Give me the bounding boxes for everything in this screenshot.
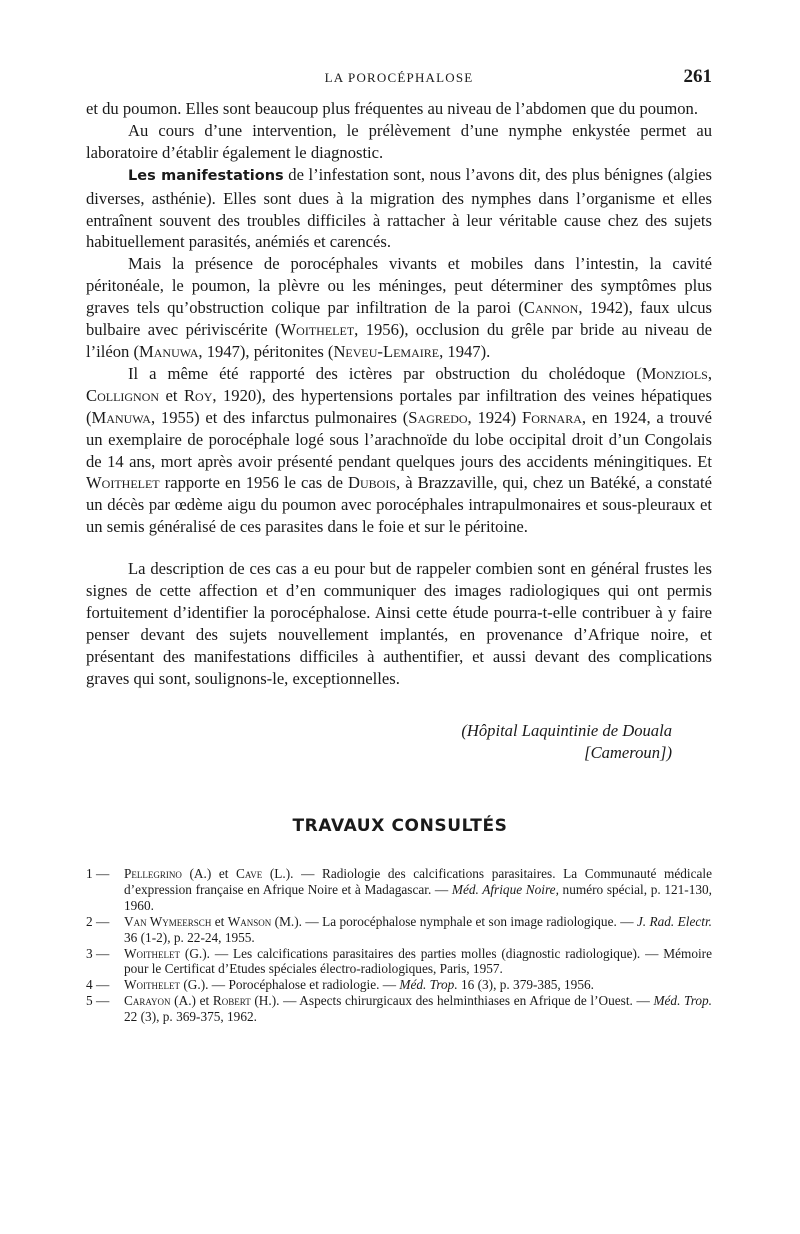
p4-author: Manuwa (139, 341, 199, 361)
reference-journal: Méd. Trop. (399, 977, 458, 993)
reference-author-initials: (H.). — (250, 993, 300, 1009)
reference-title: Radiologie des calcifications parasitaires. La Communauté médicale d’expression française en Afrique Noire et à Madagascar. — (124, 866, 712, 897)
reference-author: Cave (236, 866, 263, 881)
reference-number: 1 — (86, 866, 110, 881)
reference-author: Van Wymeersch (124, 913, 212, 929)
reference-author-initials: (M.). — (271, 913, 323, 929)
p4-author: Neveu-Lemaire (333, 341, 440, 361)
p4-text: , 1947), péritonites ( (198, 341, 334, 361)
reference-title: La porocéphalose nymphale et son image radiologique. — (322, 913, 637, 929)
affiliation-line-1: (Hôpital Laquintinie de Douala (461, 721, 672, 740)
reference-author-initials: (A.) et (181, 866, 237, 881)
reference-author: Woithelet (124, 977, 181, 993)
paragraph-3 (86, 164, 712, 254)
reference-author: Carayon (124, 993, 171, 1009)
p4-text: , 1956), occlusion du grêle par bride au niveau de l’iléon ( (86, 320, 712, 361)
p5-author: Roy (183, 385, 213, 405)
p5-text: , à Brazzaville, qui, chez un Batéké, a constaté un décès par œdème aigu du poumon avec porocéphales intrapulmonaires et sous-pleuraux et un semis généralisé de ces parasites dans le foie et sur le péritoine. (86, 473, 713, 537)
reference-journal: Méd. Trop. (653, 993, 712, 1009)
p5-text: Il a même été rapporté des ictères par obstruction du cholédoque ( (128, 363, 642, 383)
p5-author: Woithelet (86, 473, 160, 493)
reference-item (86, 977, 712, 993)
body-text (86, 98, 712, 690)
reference-number: 3 — (86, 945, 110, 961)
reference-details: numéro spécial, p. 121-130, 1960. (124, 881, 712, 913)
paragraph-1: et du poumon. Elles sont beaucoup plus fréquentes au niveau de l’abdomen que du poumon. (86, 99, 698, 118)
references-heading: TRAVAUX CONSULTÉS (292, 816, 508, 836)
p5-text: , (707, 363, 712, 383)
p5-text: , 1920), des hypertensions portales par infiltration des veines hépatiques ( (86, 385, 712, 427)
p5-author: Dubois (348, 473, 397, 493)
reference-author-initials: (G.). — (180, 977, 229, 993)
reference-author-initials: (A.) et (170, 993, 213, 1009)
reference-author-initials: (G.). — (180, 945, 234, 961)
reference-author-initials: (L.). — (262, 866, 322, 881)
paragraph-gap (86, 538, 712, 558)
reference-number: 4 — (86, 977, 110, 993)
reference-details: 16 (3), p. 379-385, 1956. (457, 977, 594, 993)
p5-text: , 1955) et des infarctus pulmonaires ( (150, 407, 409, 427)
reference-journal: J. Rad. Electr. (636, 913, 712, 929)
reference-item (86, 914, 712, 946)
p5-text: , en 1924, a trouvé un exemplaire de porocéphale logé sous l’arachnoïde du lobe occipital droit d’un Congolais de 14 ans, mort après avoir présenté pendant quelques jours des accidents méningitiques. Et (86, 407, 712, 471)
p5-text: , 1924) (467, 407, 522, 427)
reference-author: Wanson (227, 913, 272, 929)
paragraph-3-lead: Les manifestations (128, 167, 284, 184)
p5-author: Sagredo (408, 407, 468, 427)
paragraph-5 (86, 363, 712, 538)
reference-author: Woithelet (124, 945, 181, 961)
reference-title: Aspects chirurgicaux des helminthiases en Afrique de l’Ouest. — (299, 993, 654, 1009)
p4-author: Cannon (523, 298, 579, 318)
paragraph-6: La description de ces cas a eu pour but de rappeler combien sont en général frustes les signes de cette affection et d’en communiquer des images radiologiques qui ont permis fortuitement d’identifier la porocéphalose. Ainsi cette étude pourra-t-elle contribuer à y faire penser devant des sujets nouvellement implantés, en provenance d’Afrique noire, et présentant des manifestations difficiles à authentifier, et aussi devant des complications graves qui sont, soulignons-le, exceptionnelles. (86, 559, 712, 688)
p5-author: Manuwa (91, 407, 151, 427)
reference-number: 5 — (86, 993, 110, 1009)
p4-text: , 1942), faux ulcus bulbaire avec périviscérite ( (86, 298, 713, 340)
page-header (86, 66, 712, 90)
reference-author: Pellegrino (124, 866, 182, 881)
p4-author: Woithelet (280, 320, 355, 340)
paragraph-2: Au cours d’une intervention, le prélèvement d’une nymphe enkystée permet au laboratoire d’établir également le diagnostic. (86, 120, 712, 162)
affiliation-line-2: [Cameroun]) (584, 743, 672, 762)
p5-text: et (159, 385, 184, 405)
reference-details: 36 (1-2), p. 22-24, 1955. (124, 929, 255, 945)
p5-author: Monziols (641, 363, 708, 383)
reference-author-initials: et (211, 913, 228, 929)
reference-title: Porocéphalose et radiologie. — (228, 977, 400, 993)
p4-text: Mais la présence de porocéphales vivants et mobiles dans l’intestin, la cavité péritonéale, le poumon, la plèvre ou les méninges, peut déterminer des symptômes plus graves tels qu’obstruction colique par infiltration de la paroi ( (86, 254, 712, 318)
reference-details: 22 (3), p. 369-375, 1962. (124, 1009, 257, 1025)
reference-item (86, 946, 712, 978)
reference-item (86, 993, 712, 1025)
reference-author: Robert (212, 993, 251, 1009)
references-list (86, 866, 712, 1025)
p5-text: rapporte en 1956 le cas de (159, 473, 349, 493)
reference-journal: Méd. Afrique Noire, (451, 881, 559, 897)
paragraph-4 (86, 253, 712, 363)
paragraph-3-text: de l’infestation sont, nous l’avons dit, des plus bénignes (algies diverses, asthénie). Elles sont dues à la migration des nymphes dans l’organisme et elles entraînent souvent des troubles difficiles à rattacher à leur véritable cause chez des sujets habituellement parasités, anémiés et carencés. (86, 164, 713, 252)
affiliation (86, 720, 672, 764)
reference-number: 2 — (86, 913, 110, 929)
p5-author: Fornara (521, 407, 582, 427)
reference-item (86, 866, 712, 914)
p5-author: Collignon (86, 385, 160, 405)
p4-text: , 1947). (439, 341, 491, 361)
running-title: LA POROCÉPHALOSE (324, 70, 474, 85)
reference-title: Les calcifications parasitaires des parties molles (diagnostic radiologique). — Mémoire pour le Certificat d’Etudes spéciales électro-radiologiques, Paris, 1957. (124, 945, 712, 977)
page-number: 261 (683, 66, 712, 87)
